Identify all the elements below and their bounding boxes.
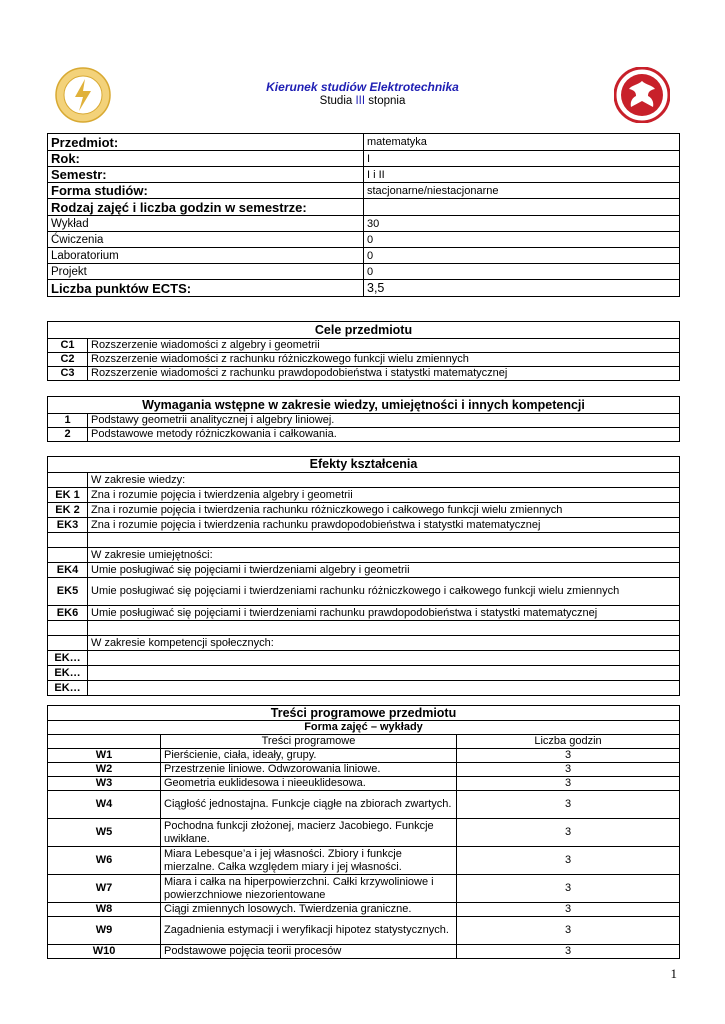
effects-text: Umie posługiwać się pojęciami i twierdzeniami algebry i geometrii	[88, 563, 680, 578]
effects-row	[48, 548, 680, 563]
course-info-row	[48, 232, 680, 248]
degree-level	[0, 95, 725, 107]
course-info-label: Forma studiów:	[48, 183, 364, 199]
effects-text: W zakresie umiejętności:	[88, 548, 680, 563]
effects-code	[48, 548, 88, 563]
program-hours: 3	[457, 819, 680, 847]
program-header-content: Treści programowe	[161, 735, 457, 749]
effects-code	[48, 533, 88, 548]
program-header-hours: Liczba godzin	[457, 735, 680, 749]
goals-row	[48, 353, 680, 367]
course-info-row	[48, 134, 680, 151]
program-content: Zagadnienia estymacji i weryfikacji hipotez statystycznych.	[161, 917, 457, 945]
course-info-label: Laboratorium	[48, 248, 364, 264]
program-content: Miara Lebesque’a i jej własności. Zbiory i funkcje mierzalne. Całka względem miary i jej własności.	[161, 847, 457, 875]
effects-code	[48, 473, 88, 488]
program-content: Przestrzenie liniowe. Odwzorowania liniowe.	[161, 763, 457, 777]
program-row	[48, 917, 680, 945]
effects-code: EK5	[48, 578, 88, 606]
course-info-value: 0	[364, 232, 680, 248]
program-row	[48, 749, 680, 763]
effects-code	[48, 636, 88, 651]
effects-text	[88, 681, 680, 696]
program-hours: 3	[457, 749, 680, 763]
program-hours: 3	[457, 777, 680, 791]
program-code: W4	[48, 791, 161, 819]
effects-row	[48, 666, 680, 681]
effects-row	[48, 636, 680, 651]
course-info-value: matematyka	[364, 134, 680, 151]
goals-row	[48, 367, 680, 381]
program-content: Geometria euklidesowa i nieeuklidesowa.	[161, 777, 457, 791]
course-info-value: 3,5	[364, 280, 680, 297]
program-hours: 3	[457, 917, 680, 945]
course-info-label: Wykład	[48, 216, 364, 232]
course-info-label: Rodzaj zajęć i liczba godzin w semestrze:	[48, 199, 364, 216]
program-title: Kierunek studiów Elektrotechnika	[266, 80, 459, 94]
program-row	[48, 819, 680, 847]
prereq-code: 2	[48, 428, 88, 442]
effects-row	[48, 578, 680, 606]
effects-row	[48, 681, 680, 696]
program-hours: 3	[457, 763, 680, 777]
effects-title: Efekty kształcenia	[48, 457, 680, 473]
degree-prefix: Studia	[319, 95, 356, 107]
program-code: W7	[48, 875, 161, 903]
goals-text: Rozszerzenie wiadomości z algebry i geometrii	[88, 339, 680, 353]
program-content: Ciągi zmiennych losowych. Twierdzenia graniczne.	[161, 903, 457, 917]
course-info-label: Semestr:	[48, 167, 364, 183]
goals-code: C2	[48, 353, 88, 367]
effects-row	[48, 606, 680, 621]
course-info-row	[48, 151, 680, 167]
prereq-row	[48, 428, 680, 442]
goals-text: Rozszerzenie wiadomości z rachunku prawdopodobieństwa i statystki matematycznej	[88, 367, 680, 381]
effects-row	[48, 563, 680, 578]
course-info-row	[48, 280, 680, 297]
effects-row	[48, 503, 680, 518]
program-title-cell: Treści programowe przedmiotu	[48, 706, 680, 721]
goals-title: Cele przedmiotu	[48, 322, 680, 339]
effects-text: W zakresie kompetencji społecznych:	[88, 636, 680, 651]
prerequisites-table	[47, 396, 680, 442]
program-code: W3	[48, 777, 161, 791]
effects-text: Zna i rozumie pojęcia i twierdzenia rachunku różniczkowego i całkowego funkcji wielu zmiennych	[88, 503, 680, 518]
effects-code: EK6	[48, 606, 88, 621]
course-info-label: Projekt	[48, 264, 364, 280]
program-content: Miara i całka na hiperpowierzchni. Całki krzywoliniowe i powierzchniowe niezorientowane	[161, 875, 457, 903]
program-row	[48, 945, 680, 959]
effects-row	[48, 651, 680, 666]
program-content: Pierścienie, ciała, ideały, grupy.	[161, 749, 457, 763]
effects-row	[48, 488, 680, 503]
program-header-code	[48, 735, 161, 749]
program-row	[48, 903, 680, 917]
program-hours: 3	[457, 791, 680, 819]
course-info-label: Ćwiczenia	[48, 232, 364, 248]
course-info-row	[48, 248, 680, 264]
course-info-table	[47, 133, 680, 297]
course-info-value: 0	[364, 264, 680, 280]
effects-text: Zna i rozumie pojęcia i twierdzenia algebry i geometrii	[88, 488, 680, 503]
degree-roman: III	[355, 95, 366, 107]
course-info-value: stacjonarne/niestacjonarne	[364, 183, 680, 199]
program-code: W1	[48, 749, 161, 763]
effects-text: Umie posługiwać się pojęciami i twierdzeniami rachunku różniczkowego i całkowego funkcji wielu zmiennych	[88, 578, 680, 606]
program-content: Pochodna funkcji złożonej, macierz Jacobiego. Funkcje uwikłane.	[161, 819, 457, 847]
effects-code: EK…	[48, 681, 88, 696]
effects-text	[88, 666, 680, 681]
effects-text	[88, 621, 680, 636]
program-row	[48, 763, 680, 777]
program-code: W2	[48, 763, 161, 777]
prerequisites-title: Wymagania wstępne w zakresie wiedzy, umiejętności i innych kompetencji	[48, 397, 680, 414]
degree-suffix: stopnia	[365, 95, 406, 107]
effects-code: EK 2	[48, 503, 88, 518]
course-info-value: I i II	[364, 167, 680, 183]
program-table	[47, 705, 680, 959]
page-number: 1	[670, 966, 677, 981]
effects-code: EK4	[48, 563, 88, 578]
program-code: W9	[48, 917, 161, 945]
effects-row	[48, 518, 680, 533]
effects-text: Zna i rozumie pojęcia i twierdzenia rachunku prawdopodobieństwa i statystki matematycznej	[88, 518, 680, 533]
effects-text: W zakresie wiedzy:	[88, 473, 680, 488]
program-row	[48, 791, 680, 819]
program-row	[48, 847, 680, 875]
program-content: Ciągłość jednostajna. Funkcje ciągłe na zbiorach zwartych.	[161, 791, 457, 819]
goals-row	[48, 339, 680, 353]
program-hours: 3	[457, 847, 680, 875]
effects-row	[48, 473, 680, 488]
program-code: W6	[48, 847, 161, 875]
effects-text	[88, 651, 680, 666]
prereq-row	[48, 414, 680, 428]
effects-row	[48, 621, 680, 636]
course-info-row	[48, 264, 680, 280]
course-info-row	[48, 167, 680, 183]
program-subtitle: Forma zajęć – wykłady	[48, 721, 680, 735]
program-hours: 3	[457, 903, 680, 917]
effects-row	[48, 533, 680, 548]
prereq-code: 1	[48, 414, 88, 428]
course-info-label: Rok:	[48, 151, 364, 167]
course-info-label: Liczba punktów ECTS:	[48, 280, 364, 297]
goals-table	[47, 321, 680, 381]
goals-code: C3	[48, 367, 88, 381]
program-hours: 3	[457, 875, 680, 903]
course-info-row	[48, 183, 680, 199]
program-row	[48, 875, 680, 903]
course-info-row	[48, 216, 680, 232]
course-info-value: 30	[364, 216, 680, 232]
course-info-value: 0	[364, 248, 680, 264]
effects-code	[48, 621, 88, 636]
goals-code: C1	[48, 339, 88, 353]
goals-text: Rozszerzenie wiadomości z rachunku różniczkowego funkcji wielu zmiennych	[88, 353, 680, 367]
course-info-label: Przedmiot:	[48, 134, 364, 151]
effects-code: EK3	[48, 518, 88, 533]
program-code: W10	[48, 945, 161, 959]
course-info-row	[48, 199, 680, 216]
program-code: W8	[48, 903, 161, 917]
effects-code: EK…	[48, 666, 88, 681]
effects-code: EK…	[48, 651, 88, 666]
effects-text	[88, 533, 680, 548]
program-code: W5	[48, 819, 161, 847]
prereq-text: Podstawowe metody różniczkowania i całkowania.	[88, 428, 680, 442]
course-info-value	[364, 199, 680, 216]
program-content: Podstawowe pojęcia teorii procesów	[161, 945, 457, 959]
effects-code: EK 1	[48, 488, 88, 503]
prereq-text: Podstawy geometrii analitycznej i algebry liniowej.	[88, 414, 680, 428]
course-info-value: I	[364, 151, 680, 167]
program-hours: 3	[457, 945, 680, 959]
effects-text: Umie posługiwać się pojęciami i twierdzeniami rachunku prawdopodobieństwa i statystki matematycznej	[88, 606, 680, 621]
program-row	[48, 777, 680, 791]
effects-table	[47, 456, 680, 696]
